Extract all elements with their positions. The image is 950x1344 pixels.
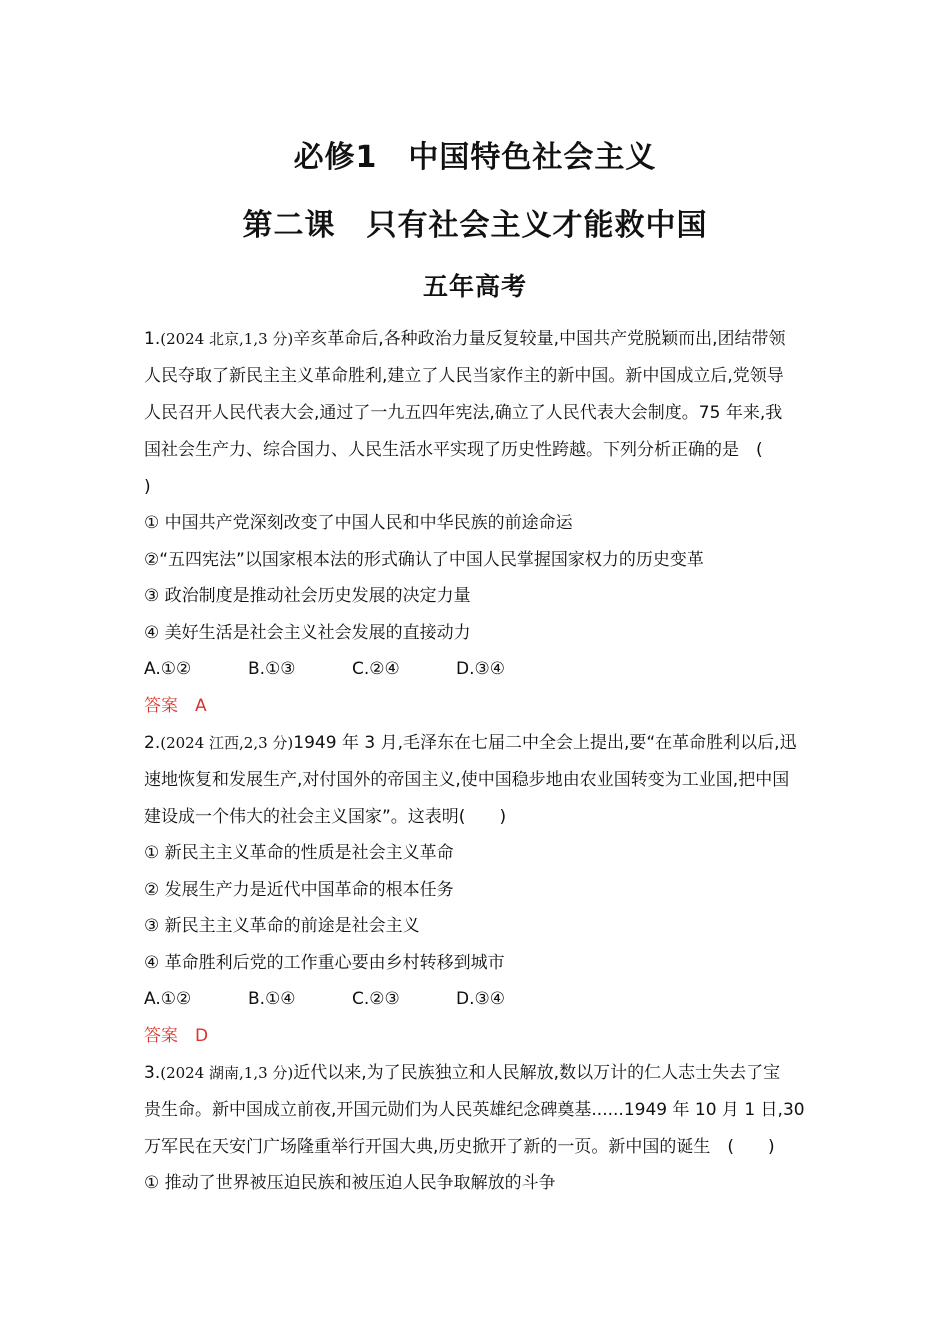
q2-number: 2.: [144, 733, 161, 753]
q1-item-1: ① 中国共产党深刻改变了中国人民和中华民族的前途命运: [144, 513, 573, 533]
section-title: 五年高考: [422, 272, 527, 301]
q1-options: [144, 657, 814, 681]
q3-stem-1: 近代以来,为了民族独立和人民解放,数以万计的仁人志士失去了宝: [293, 1063, 781, 1083]
q2-item-1: ① 新民主主义革命的性质是社会主义革命: [144, 843, 454, 863]
q1-stem-1: 辛亥革命后,各种政治力量反复较量,中国共产党脱颖而出,团结带领: [293, 329, 786, 349]
q1-line-1: [144, 327, 814, 351]
q1-line-3: 人民召开人民代表大会,通过了一九五四年宪法,确立了人民代表大会制度。75 年来,我: [144, 403, 783, 423]
q3-line-3: 万军民在天安门广场隆重举行开国大典,历史掀开了新的一页。新中国的诞生 ( ): [144, 1137, 775, 1157]
q1-line-5: ): [144, 477, 151, 497]
q2-option-b: B.①④: [248, 989, 296, 1009]
q2-line-3: 建设成一个伟大的社会主义国家”。这表明( ): [144, 807, 507, 827]
q3-line-2: 贵生命。新中国成立前夜,开国元勋们为人民英雄纪念碑奠基......1949 年 10 月 1 日,30: [144, 1100, 805, 1120]
q3-number: 3.: [144, 1063, 161, 1083]
q1-item-2: ②“五四宪法”以国家根本法的形式确认了中国人民掌握国家权力的历史变革: [144, 550, 704, 570]
q1-option-c: C.②④: [352, 659, 400, 679]
q2-option-a: A.①②: [144, 989, 192, 1009]
lesson-title: 第二课 只有社会主义才能救中国: [242, 208, 708, 243]
q1-option-a: A.①②: [144, 659, 192, 679]
module-title: 必修1 中国特色社会主义: [293, 140, 657, 175]
q3-line-1: [144, 1061, 814, 1085]
q2-item-2: ② 发展生产力是近代中国革命的根本任务: [144, 880, 454, 900]
q1-line-2: 人民夺取了新民主主义革命胜利,建立了人民当家作主的新中国。新中国成立后,党领导: [144, 366, 784, 386]
q2-item-4: ④ 革命胜利后党的工作重心要由乡村转移到城市: [144, 953, 505, 973]
q2-source: (2024 江西,2,3 分): [160, 734, 294, 752]
q2-options: [144, 987, 814, 1011]
q3-item-1: ① 推动了世界被压迫民族和被压迫人民争取解放的斗争: [144, 1173, 556, 1193]
q2-line-2: 速地恢复和发展生产,对付国外的帝国主义,使中国稳步地由农业国转变为工业国,把中国: [144, 770, 790, 790]
q2-answer: 答案 D: [144, 1026, 209, 1046]
q2-item-3: ③ 新民主主义革命的前途是社会主义: [144, 916, 420, 936]
q1-line-4: 国社会生产力、综合国力、人民生活水平实现了历史性跨越。下列分析正确的是 (: [144, 440, 763, 460]
q1-number: 1.: [144, 329, 161, 349]
q1-answer: 答案 A: [144, 696, 207, 716]
q1-option-d: D.③④: [456, 659, 505, 679]
q3-source: (2024 湖南,1,3 分): [160, 1064, 294, 1082]
q1-option-b: B.①③: [248, 659, 296, 679]
q2-option-d: D.③④: [456, 989, 505, 1009]
q2-stem-1: 1949 年 3 月,毛泽东在七届二中全会上提出,要“在革命胜利以后,迅: [293, 733, 797, 753]
q2-option-c: C.②③: [352, 989, 400, 1009]
q2-line-1: [144, 731, 814, 755]
q1-item-3: ③ 政治制度是推动社会历史发展的决定力量: [144, 586, 471, 606]
q1-item-4: ④ 美好生活是社会主义社会发展的直接动力: [144, 623, 471, 643]
q1-source: (2024 北京,1,3 分): [160, 330, 294, 348]
